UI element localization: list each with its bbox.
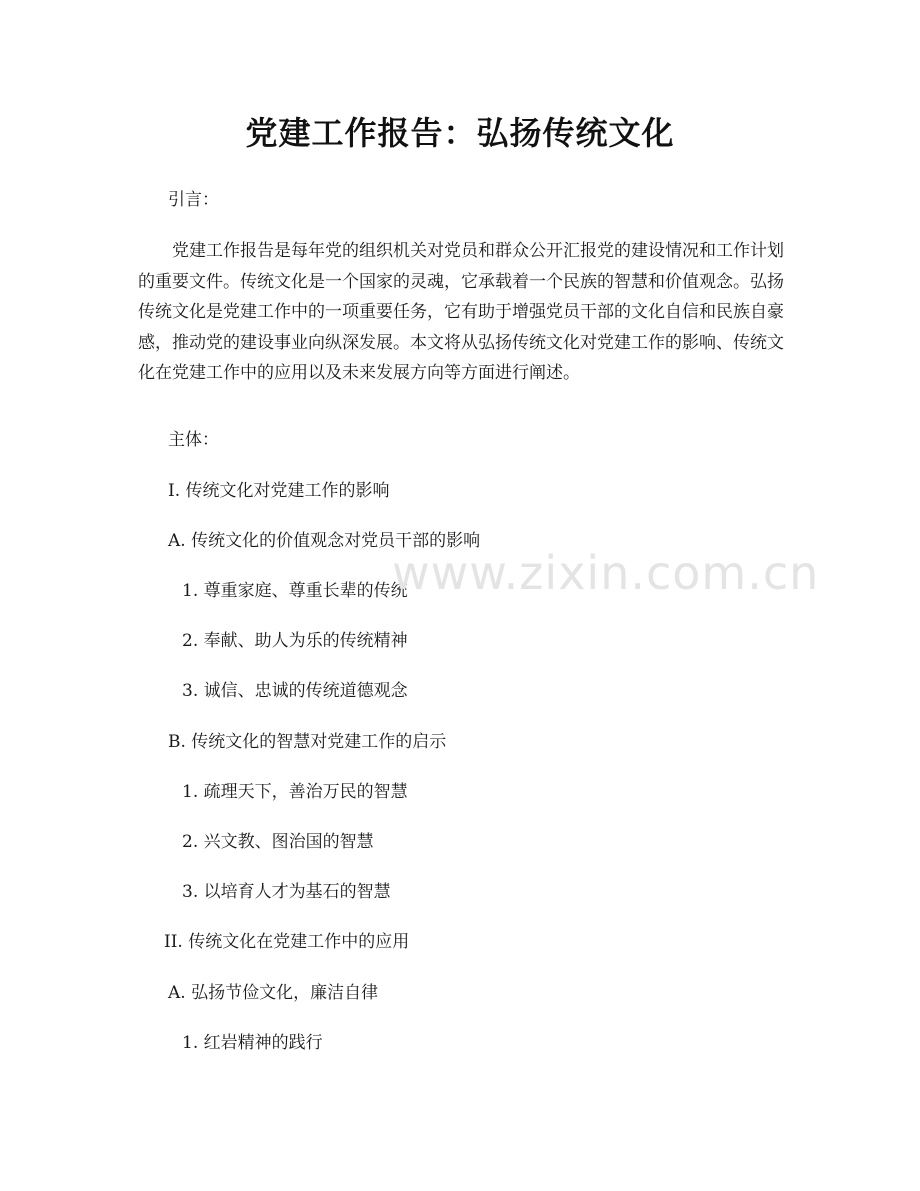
outline-item-1b2: 2. 兴文教、图治国的智慧 [182, 832, 374, 852]
outline-item-1a1: 1. 尊重家庭、尊重长辈的传统 [182, 581, 408, 601]
outline-item-1b1: 1. 疏理天下，善治万民的智慧 [182, 782, 408, 802]
intro-heading: 引言： [168, 190, 219, 210]
document-title: 党建工作报告：弘扬传统文化 [245, 114, 675, 152]
intro-paragraph: 党建工作报告是每年党的组织机关对党员和群众公开汇报党的建设情况和工作计划的重要文件。传统文化是一个国家的灵魂，它承载着一个民族的智慧和价值观念。弘扬传统文化是党建工作中的一项重要任务，它有助于增强党员干部的文化自信和民族自豪感，推动党的建设事业向纵深发展。本文将从弘扬传统文化对党建工作的影响、传统文化在党建工作中的应用以及未来发展方向等方面进行阐述。 [138, 241, 784, 383]
watermark-logo: www.zixin.com.cn [392, 546, 820, 600]
outline-item-1b3: 3. 以培育人才为基石的智慧 [182, 882, 391, 902]
outline-section-1: I. 传统文化对党建工作的影响 [168, 481, 390, 501]
outline-subsection-1b: B. 传统文化的智慧对党建工作的启示 [168, 732, 447, 752]
outline-subsection-2a: A. 弘扬节俭文化，廉洁自律 [168, 983, 379, 1003]
outline-section-2: II. 传统文化在党建工作中的应用 [164, 932, 410, 952]
body-heading: 主体： [168, 430, 219, 450]
outline-item-1a2: 2. 奉献、助人为乐的传统精神 [182, 631, 408, 651]
outline-item-2a1: 1. 红岩精神的践行 [182, 1033, 323, 1053]
outline-item-1a3: 3. 诚信、忠诚的传统道德观念 [182, 681, 408, 701]
outline-subsection-1a: A. 传统文化的价值观念对党员干部的影响 [168, 531, 481, 551]
